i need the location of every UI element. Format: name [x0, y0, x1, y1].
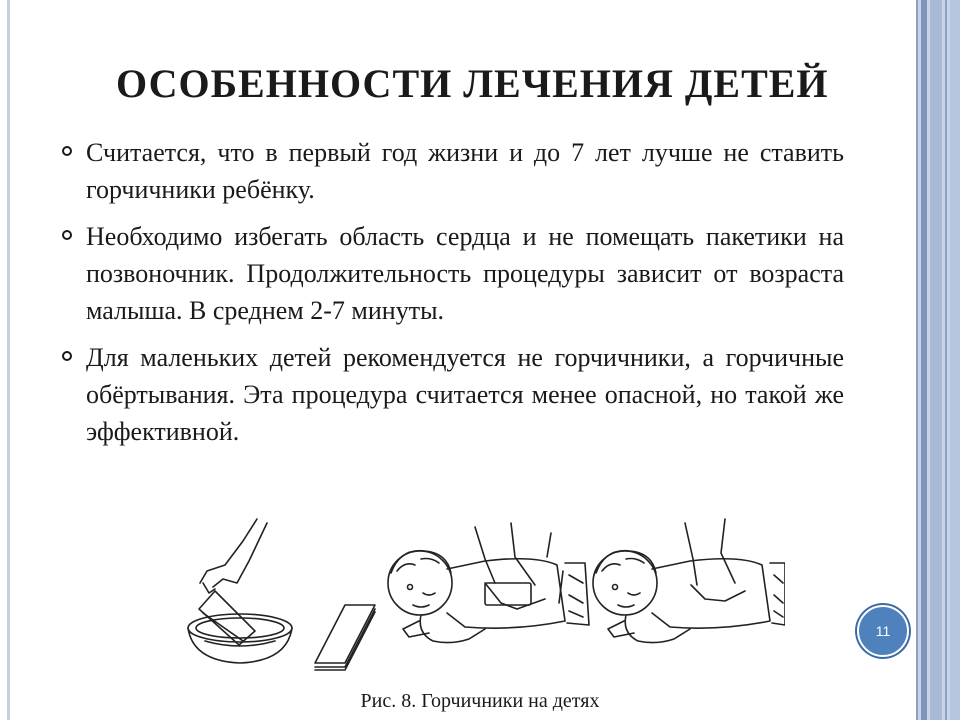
- decor-stripe: [950, 0, 960, 720]
- bullet-item: [62, 218, 844, 329]
- bullet-text: Необходимо избегать область сердца и не помещать пакетики на позвоночник. Продолжительность процедуры зависит от возраста малыша. В среднем 2-7 минуты.: [86, 222, 844, 325]
- decor-stripe: [921, 0, 927, 720]
- figure-caption: Рис. 8. Горчичники на детях: [360, 690, 600, 712]
- circle-bullet-icon: [62, 146, 72, 156]
- bullet-text: Для маленьких детей рекомендуется не горчичники, а горчичные обёртывания. Эта процедура считается менее опасной, но такой же эффективной.: [86, 343, 844, 446]
- mustard-plaster-illustration: [185, 513, 785, 673]
- page-number-badge: 11: [857, 605, 909, 657]
- decor-stripe: [930, 0, 942, 720]
- bullet-text: Считается, что в первый год жизни и до 7 лет лучше не ставить горчичники ребёнку.: [86, 138, 844, 204]
- bullet-list: [62, 134, 844, 460]
- slide-title: ОСОБЕННОСТИ ЛЕЧЕНИЯ ДЕТЕЙ: [116, 61, 829, 106]
- circle-bullet-icon: [62, 230, 72, 240]
- bullet-item: [62, 339, 844, 450]
- bowl-and-hand-drawing: [188, 519, 375, 670]
- decor-stripe: [945, 0, 947, 720]
- slide-right-decoration: [916, 0, 960, 720]
- child-treatment-drawing-1: [388, 523, 589, 643]
- circle-bullet-icon: [62, 351, 72, 361]
- bullet-item: [62, 134, 844, 208]
- child-treatment-drawing-2: [593, 519, 785, 643]
- decor-stripe: [916, 0, 918, 720]
